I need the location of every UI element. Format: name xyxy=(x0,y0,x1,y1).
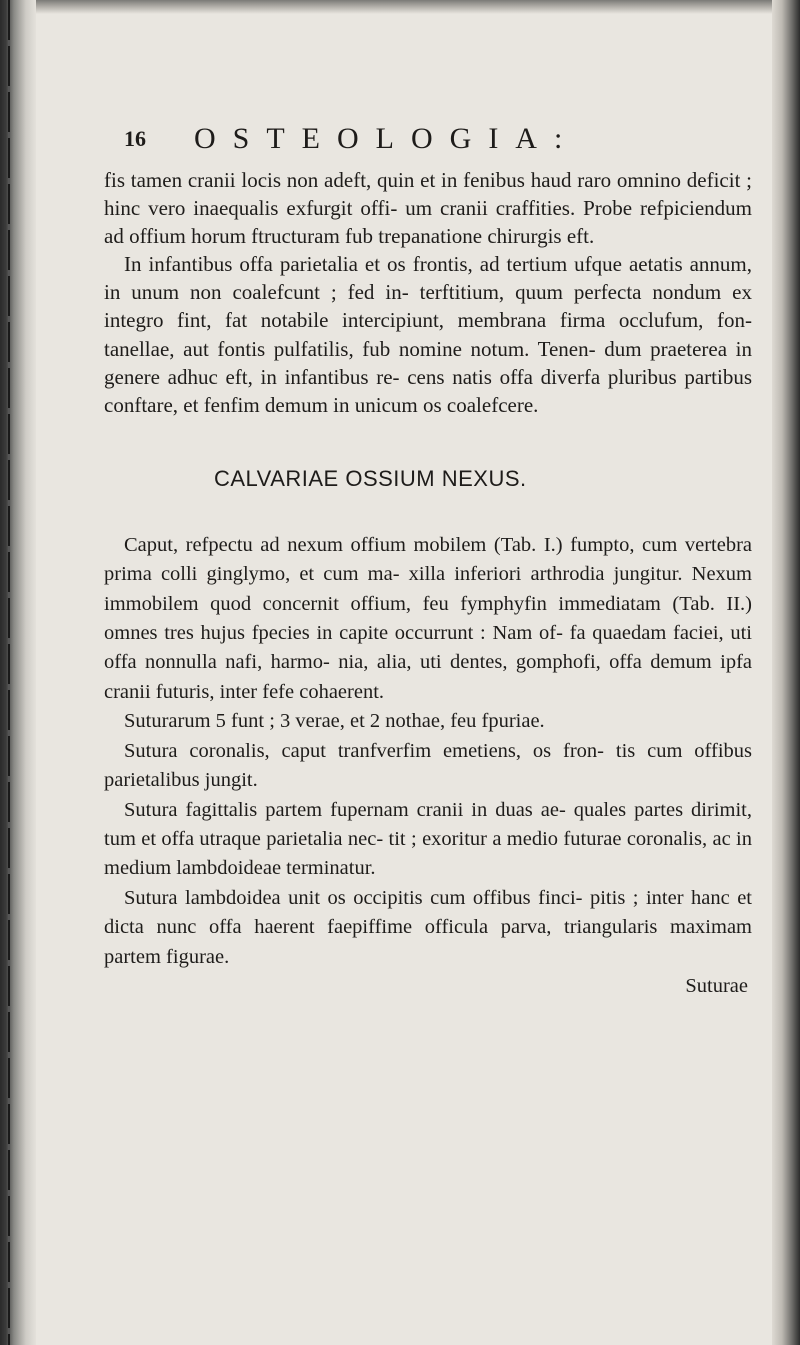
page-number: 16 xyxy=(124,126,146,151)
running-title: OSTEOLOGIA: xyxy=(194,122,580,155)
body-text-nexus xyxy=(104,531,752,972)
book-page xyxy=(104,120,752,1001)
paragraph-sutura-sagittalis: Sutura fagittalis partem fupernam cranii in duas ae- quales partes dirimit, tum et offa utraque parietalia nec- tit ; exoritur a medio futurae coronalis, ac in medium lambdoideae terminatur. xyxy=(104,798,752,880)
body-text-top xyxy=(104,166,752,419)
paragraph-suturarum: Suturarum 5 funt ; 3 verae, et 2 nothae, feu fpuriae. xyxy=(124,710,545,733)
page-right-edge xyxy=(772,0,800,1345)
book-binding-edge xyxy=(0,0,36,1345)
page-top-edge xyxy=(36,0,772,14)
paragraph-sutura-coronalis: Sutura coronalis, caput tranfverfim emetiens, os fron- tis cum offibus parietalibus jungit. xyxy=(104,739,752,792)
section-heading: CALVARIAE OSSIUM NEXUS. xyxy=(214,465,527,491)
paragraph-fontanelle: In infantibus offa parietalia et os frontis, ad tertium ufque aetatis annum, in unum non coalefcunt ; fed in- terftitium, quum perfecta nondum ex integro fint, fat notabile intercipiunt, membrana firma occlufum, fon- tanellae, aut fontis pulfatilis, fub nomine notum. Tenen- dum praeterea in genere adhuc eft, in infantibus re- cens natis offa diverfa pluribus partibus conftare, et fenfim demum in unicum os coalefcere. xyxy=(104,252,752,417)
paragraph-sutura-lambdoidea: Sutura lambdoidea unit os occipitis cum offibus finci- pitis ; inter hanc et dicta nunc offa haerent faepiffime officula parva, triangularis maximam partem figurae. xyxy=(104,886,752,968)
catchword: Suturae xyxy=(685,974,748,997)
running-head xyxy=(104,120,752,160)
paragraph-nexus: Caput, refpectu ad nexum offium mobilem (Tab. I.) fumpto, cum vertebra prima colli ginglymo, et cum ma- xilla inferiori arthrodia jungitur. Nexum immobilem quod concernit offium, feu fymphyfin immediatam (Tab. II.) omnes tres hujus fpecies in capite occurrunt : Nam of- fa quaedam faciei, uti offa nonnulla nafi, harmo- nia, alia, uti dentes, gomphofi, offa demum ipfa cranii futuris, inter fefe cohaerent. xyxy=(104,533,752,703)
paragraph-continuation: fis tamen cranii locis non adeft, quin et in fenibus haud raro omnino deficit ; hinc vero inaequalis exfurgit offi- um cranii craffities. Probe refpiciendum ad offium horum ftructuram fub trepanatione chirurgis eft. xyxy=(104,168,752,249)
